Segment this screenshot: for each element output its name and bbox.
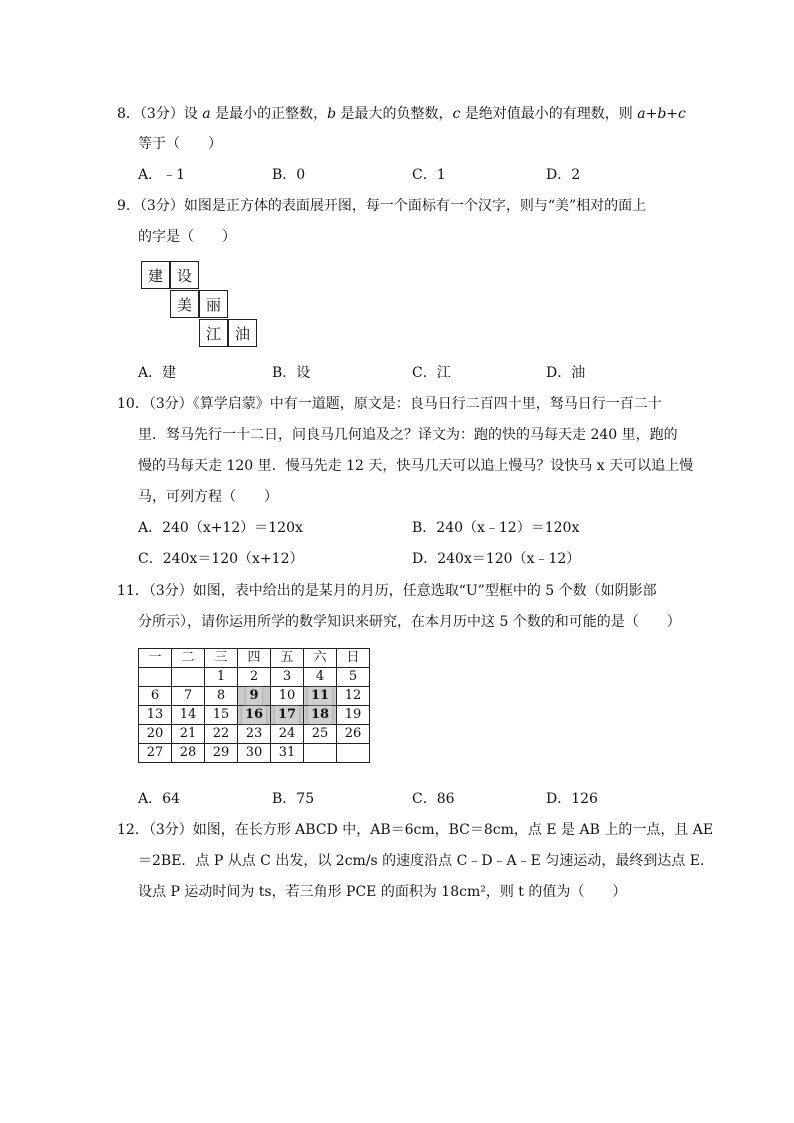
- weekday-sat: 六: [304, 649, 337, 668]
- q12-stem-line1: 12．（3分）如图，在长方形 ABCD 中，AB＝6cm，BC＝8cm，点 E 是 AB 上的一点，且 AE: [117, 822, 714, 838]
- shaded-number: 18: [308, 706, 332, 724]
- net-face-li: 丽: [199, 290, 228, 318]
- calendar-header-row: [139, 649, 370, 668]
- calendar-cell: 4: [304, 668, 337, 687]
- q10-stem-line3: 慢的马每天走 120 里．慢马先走 12 天，快马几天可以追上慢马？设快马 x 天可以追上慢: [138, 458, 694, 474]
- q8-option-d[interactable]: D．2: [546, 167, 581, 183]
- calendar-cell: 10: [271, 687, 304, 706]
- calendar-cell: 14: [172, 706, 205, 725]
- calendar-cell: 19: [337, 706, 370, 725]
- q12-stem-line2: ＝2BE．点 P 从点 C 出发，以 2cm/s 的速度沿点 C﹣D﹣A﹣E 匀速运动，最终到达点 E．: [138, 853, 715, 869]
- q9-option-b[interactable]: B．设: [272, 365, 311, 381]
- weekday-tue: 二: [172, 649, 205, 668]
- calendar-cell-shaded: [238, 687, 271, 706]
- calendar-week-row: [139, 687, 370, 706]
- weekday-mon: 一: [139, 649, 172, 668]
- calendar-cell: 13: [139, 706, 172, 725]
- q11-stem-line1: 11．（3分）如图，表中给出的是某月的月历，任意选取“U”型框中的 5 个数（如阴影部: [117, 583, 657, 599]
- weekday-fri: 五: [271, 649, 304, 668]
- calendar-cell: 28: [172, 744, 205, 763]
- calendar-cell: 23: [238, 725, 271, 744]
- calendar-cell: 30: [238, 744, 271, 763]
- q8-option-b[interactable]: B．0: [272, 167, 306, 183]
- net-face-you: 油: [228, 319, 257, 347]
- q10-option-a[interactable]: A．240（x+12）＝120x: [138, 520, 303, 536]
- net-face-jiang: 江: [199, 319, 228, 347]
- calendar-cell: 6: [139, 687, 172, 706]
- calendar-cell: 26: [337, 725, 370, 744]
- q9-stem-line2: 的字是（ ）: [138, 229, 236, 245]
- weekday-wed: 三: [205, 649, 238, 668]
- q8-option-c[interactable]: C．1: [412, 167, 446, 183]
- q10-option-c[interactable]: C．240x＝120（x+12）: [138, 551, 304, 567]
- calendar-cell: 25: [304, 725, 337, 744]
- q10-stem-line2: 里．驽马先行一十二日，问良马几何追及之？译文为：跑的快的马每天走 240 里，跑的: [138, 427, 678, 443]
- calendar-cell: [304, 744, 337, 763]
- q8-option-a[interactable]: A．﹣1: [138, 167, 186, 183]
- shaded-number: 16: [242, 706, 266, 724]
- q8-stem-line2: 等于（ ）: [138, 136, 222, 152]
- calendar-cell: [172, 668, 205, 687]
- calendar-cell-shaded: [238, 706, 271, 725]
- q9-option-c[interactable]: C．江: [412, 365, 451, 381]
- calendar-cell: 20: [139, 725, 172, 744]
- weekday-thu: 四: [238, 649, 271, 668]
- q9-option-a[interactable]: A．建: [138, 365, 177, 381]
- q11-option-d[interactable]: D．126: [546, 791, 598, 807]
- net-face-mei: 美: [170, 290, 199, 318]
- calendar-cell: 2: [238, 668, 271, 687]
- net-face-jian: 建: [141, 261, 170, 289]
- calendar-cell-shaded: [304, 687, 337, 706]
- calendar-week-row: [139, 744, 370, 763]
- calendar-cell: 5: [337, 668, 370, 687]
- month-calendar-table: [138, 648, 370, 763]
- calendar-week-row: [139, 706, 370, 725]
- q9-option-d[interactable]: D．油: [546, 365, 586, 381]
- calendar-cell: 31: [271, 744, 304, 763]
- calendar-cell: 7: [172, 687, 205, 706]
- shaded-number: 11: [308, 687, 332, 705]
- calendar-cell: 27: [139, 744, 172, 763]
- net-face-she: 设: [170, 261, 199, 289]
- calendar-cell: 1: [205, 668, 238, 687]
- calendar-cell: 3: [271, 668, 304, 687]
- calendar-week-row: [139, 668, 370, 687]
- calendar-cell: 22: [205, 725, 238, 744]
- q11-option-a[interactable]: A．64: [138, 791, 180, 807]
- q8-stem-line1: 8．（3分）设 a 是最小的正整数，b 是最大的负整数，c 是绝对值最小的有理数，则 a+b+c: [117, 106, 686, 122]
- calendar-cell: 12: [337, 687, 370, 706]
- calendar-cell: 8: [205, 687, 238, 706]
- calendar-cell: 15: [205, 706, 238, 725]
- calendar-cell: [139, 668, 172, 687]
- calendar-cell: 21: [172, 725, 205, 744]
- q9-stem-line1: 9．（3分）如图是正方体的表面展开图，每一个面标有一个汉字，则与“美”相对的面上: [117, 198, 647, 214]
- calendar-cell-shaded: [271, 706, 304, 725]
- q10-option-d[interactable]: D．240x＝120（x﹣12）: [412, 551, 581, 567]
- shaded-number: 17: [275, 706, 299, 724]
- q11-option-c[interactable]: C．86: [412, 791, 455, 807]
- calendar-cell: [337, 744, 370, 763]
- q10-option-b[interactable]: B．240（x﹣12）＝120x: [412, 520, 580, 536]
- q12-stem-line3: 设点 P 运动时间为 ts，若三角形 PCE 的面积为 18cm²，则 t 的值为（ ）: [138, 884, 627, 900]
- calendar-cell-shaded: [304, 706, 337, 725]
- weekday-sun: 日: [337, 649, 370, 668]
- calendar-cell: 29: [205, 744, 238, 763]
- calendar-cell: 24: [271, 725, 304, 744]
- calendar-week-row: [139, 725, 370, 744]
- shaded-number: 9: [246, 687, 261, 705]
- q11-stem-line2: 分所示），请你运用所学的数学知识来研究，在本月历中这 5 个数的和可能的是（ ）: [138, 614, 681, 630]
- q11-option-b[interactable]: B．75: [272, 791, 315, 807]
- q10-stem-line4: 马，可列方程（ ）: [138, 489, 278, 505]
- q10-stem-line1: 10．（3分）《算学启蒙》中有一道题，原文是：良马日行二百四十里，驽马日行一百二十: [117, 396, 662, 412]
